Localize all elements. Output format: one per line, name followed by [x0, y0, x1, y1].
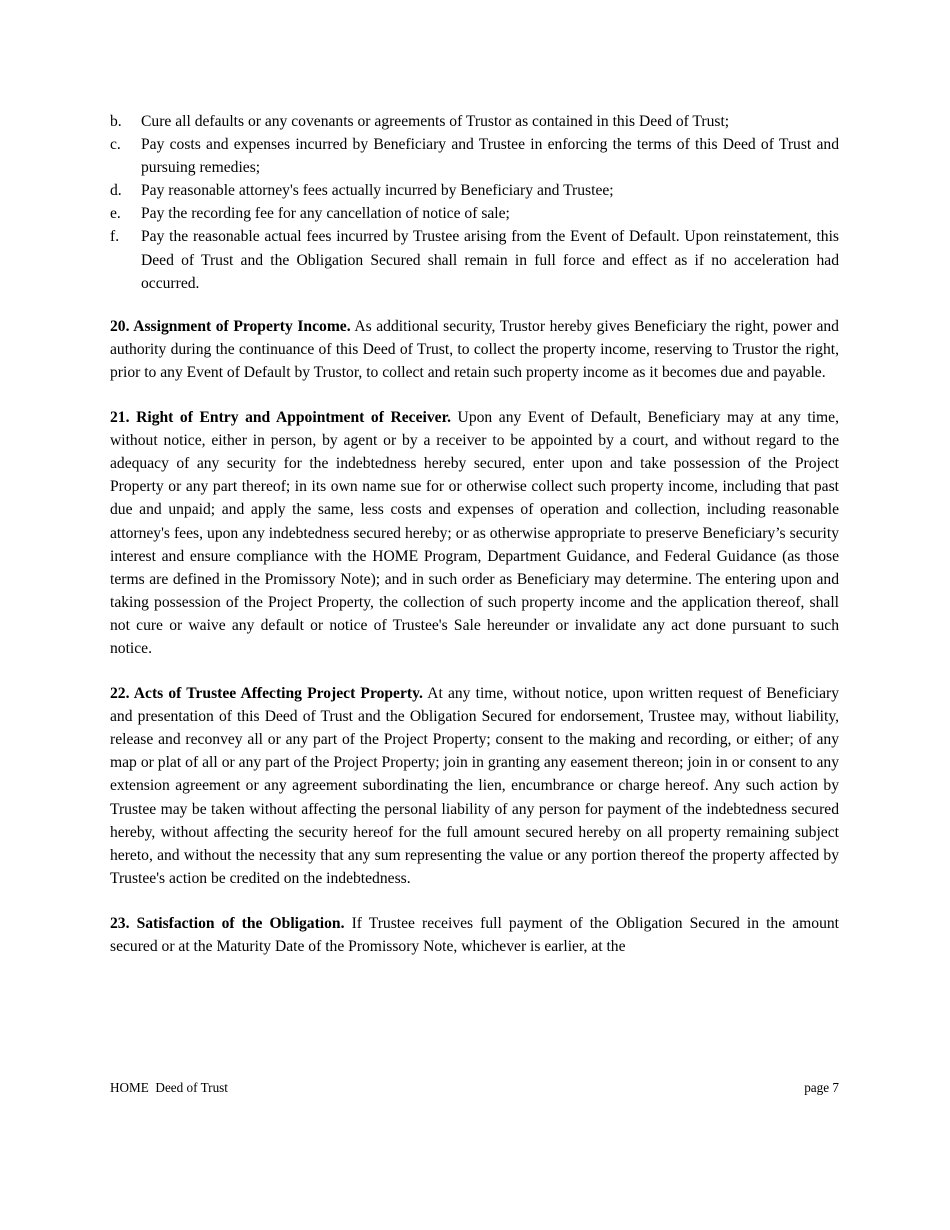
- list-item-marker: f.: [110, 228, 120, 246]
- section-20-heading-text: Assignment of Property Income.: [133, 317, 351, 335]
- list-item: [110, 179, 839, 202]
- section-22: [110, 682, 839, 890]
- list-item: [110, 110, 839, 133]
- section-20-number: 20.: [110, 317, 130, 335]
- section-23-heading-text: Satisfaction of the Obligation.: [136, 914, 345, 932]
- list-item-marker: d.: [110, 182, 122, 200]
- list-item-text: Pay the recording fee for any cancellation of notice of sale;: [141, 205, 510, 223]
- section-21: [110, 406, 839, 660]
- footer-document-title: HOME Deed of Trust: [110, 1080, 228, 1095]
- reinstatement-conditions-list: [110, 110, 839, 295]
- section-22-body: At any time, without notice, upon written request of Beneficiary and presentation of this Deed of Trust and the Obligation Secured for endorsement, Trustee may, without liability, release and reconvey all or any part of the Project Property; consent to the making and recording, or either; of any map or plat of all or any part of the Project Property; join in granting any easement thereon; join in or consent to any extension agreement or any agreement subordinating the lien, encumbrance or charge hereof. Any such action by Trustee may be taken without affecting the personal liability of any person for payment of the indebtedness secured hereby, without affecting the security hereof for the full amount secured hereby on all property remaining subject hereto, and without the necessity that any sum representing the value or any portion thereof the property affected by Trustee's action be credited on the indebtedness.: [110, 685, 840, 887]
- list-item-marker: e.: [110, 205, 121, 223]
- section-20-body: As additional security, Trustor hereby gives Beneficiary the right, power and authority during the continuance of this Deed of Trust, to collect the property income, reserving to Trustor the right, prior to any Event of Default by Trustor, to collect and retain such property income as it becomes due and payable.: [110, 317, 839, 381]
- section-21-heading-text: Right of Entry and Appointment of Receiver.: [136, 409, 451, 427]
- footer-page-number: page 7: [804, 1080, 839, 1095]
- section-21-number: 21.: [110, 409, 130, 427]
- section-20: [110, 315, 839, 384]
- list-item: [110, 202, 839, 225]
- list-item-text: Cure all defaults or any covenants or agreements of Trustor as contained in this Deed of Trust;: [141, 113, 730, 130]
- list-item: [110, 225, 839, 294]
- list-item: [110, 133, 839, 179]
- section-23: [110, 912, 839, 958]
- list-item-marker: b.: [110, 113, 122, 130]
- section-21-body: Upon any Event of Default, Beneficiary may at any time, without notice, either in person, by agent or by a receiver to be appointed by a court, and without regard to the adequacy of any security for the indebtedness hereby secured, enter upon and take possession of the Project Property or any part thereof; in its own name sue for or otherwise collect such property income, including that past due and unpaid; and apply the same, less costs and expenses of operation and collection, including reasonable attorney's fees, upon any indebtedness secured hereby; or as otherwise appropriate to preserve Beneficiary’s security interest and ensure compliance with the HOME Program, Department Guidance, and Federal Guidance (as those terms are defined in the Promissory Note); and in such order as Beneficiary may determine. The entering upon and taking possession of the Project Property, the collection of such property income and the application thereof, shall not cure or waive any default or notice of Trustee's Sale hereunder or invalidate any act done pursuant to such notice.: [110, 409, 839, 657]
- list-item-text: Pay the reasonable actual fees incurred by Trustee arising from the Event of Default. Upon reinstatement, this Deed of Trust and the Obligation Secured shall remain in full force and effect as if no acceleration had occurred.: [141, 228, 839, 292]
- section-22-number: 22.: [110, 685, 130, 703]
- section-23-heading-space: [130, 915, 137, 932]
- section-22-heading-text: Acts of Trustee Affecting Project Property.: [133, 685, 423, 703]
- section-23-body: If Trustee receives full payment of the Obligation Secured in the amount secured or at the Maturity Date of the Promissory Note, whichever is earlier, at the: [110, 914, 839, 955]
- list-item-text: Pay reasonable attorney's fees actually incurred by Beneficiary and Trustee;: [141, 182, 614, 200]
- list-item-text: Pay costs and expenses incurred by Beneficiary and Trustee in enforcing the terms of this Deed of Trust and pursuing remedies;: [141, 136, 839, 177]
- section-23-number: 23.: [110, 914, 130, 932]
- list-item-marker: c.: [110, 136, 121, 154]
- page-content: [110, 110, 839, 958]
- page-footer: [110, 1079, 839, 1097]
